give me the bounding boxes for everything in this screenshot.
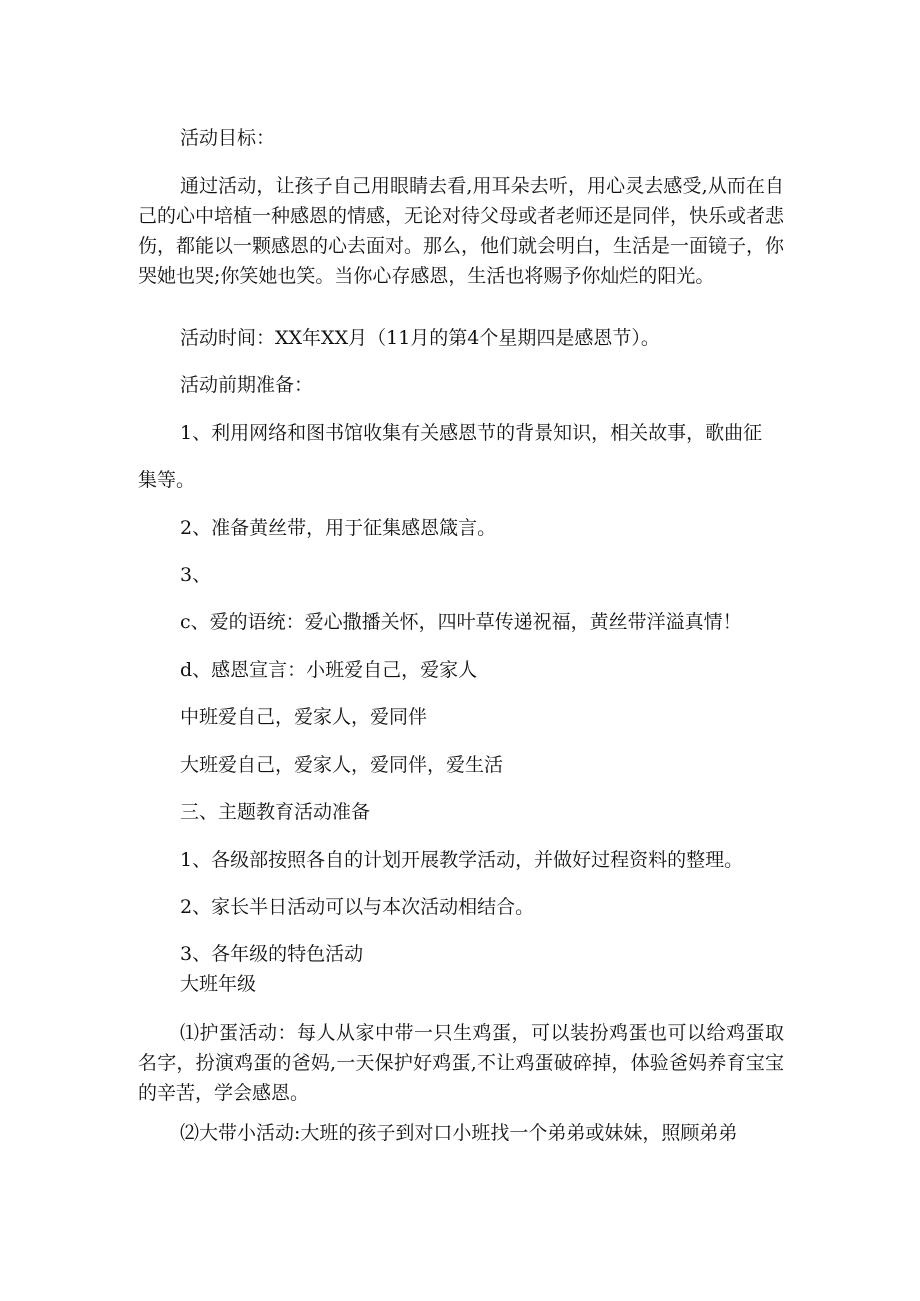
goal-heading: 活动目标：: [180, 127, 276, 149]
prep-item-2: 2、准备黄丝带，用于征集感恩箴言。: [180, 517, 497, 539]
prep-item-3: 3、: [180, 564, 212, 586]
item-c: c、爱的语统：爱心撒播关怀，四叶草传递祝福，黄丝带洋溢真情！: [180, 611, 742, 633]
activity-big-small-paragraph: ⑵大带小活动:大班的孩子到对口小班找一个弟弟或妹妹，照顾弟弟: [180, 1122, 738, 1144]
prep-item-1: 1、利用网络和图书馆收集有关感恩节的背景知识，相关故事，歌曲征: [180, 422, 763, 444]
grade-heading: 大班年级: [180, 973, 257, 995]
section-3-item-2: 2、家长半日活动可以与本次活动相结合。: [180, 896, 535, 918]
middle-class-declaration: 中班爱自己，爱家人，爱同伴: [180, 706, 428, 728]
activity-egg-paragraph: ⑴护蛋活动：每人从家中带一只生鸡蛋，可以装扮鸡蛋也可以给鸡蛋取名字，扮演鸡蛋的爸妈,一天保护好鸡蛋,不让鸡蛋破碎掉，体验爸妈养育宝宝的辛苦，学会感恩。: [138, 1022, 784, 1104]
section-3-item-1: 1、各级部按照各自的计划开展教学活动，并做好过程资料的整理。: [180, 849, 744, 871]
section-3-item-3: 3、各年级的特色活动: [180, 943, 364, 965]
big-class-declaration: 大班爱自己，爱家人，爱同伴，爱生活: [180, 754, 504, 776]
item-d: d、感恩宣言：小班爱自己，爱家人: [180, 659, 478, 681]
prep-item-1-continued: 集等。: [138, 469, 196, 491]
prep-heading: 活动前期准备：: [180, 374, 314, 396]
activity-time: 活动时间：XX年XX月（11月的第4个星期四是感恩节）。: [180, 327, 660, 349]
section-3-heading: 三、主题教育活动准备: [180, 801, 371, 823]
goal-paragraph: 通过活动，让孩子自己用眼睛去看,用耳朵去听，用心灵去感受,从而在自己的心中培植一种感恩的情感，无论对待父母或者老师还是同伴，快乐或者悲伤，都能以一颗感恩的心去面对。那么，他们就会明白，生活是一面镜子，你哭她也哭;你笑她也笑。当你心存感恩，生活也将赐予你灿烂的阳光。: [138, 175, 785, 287]
